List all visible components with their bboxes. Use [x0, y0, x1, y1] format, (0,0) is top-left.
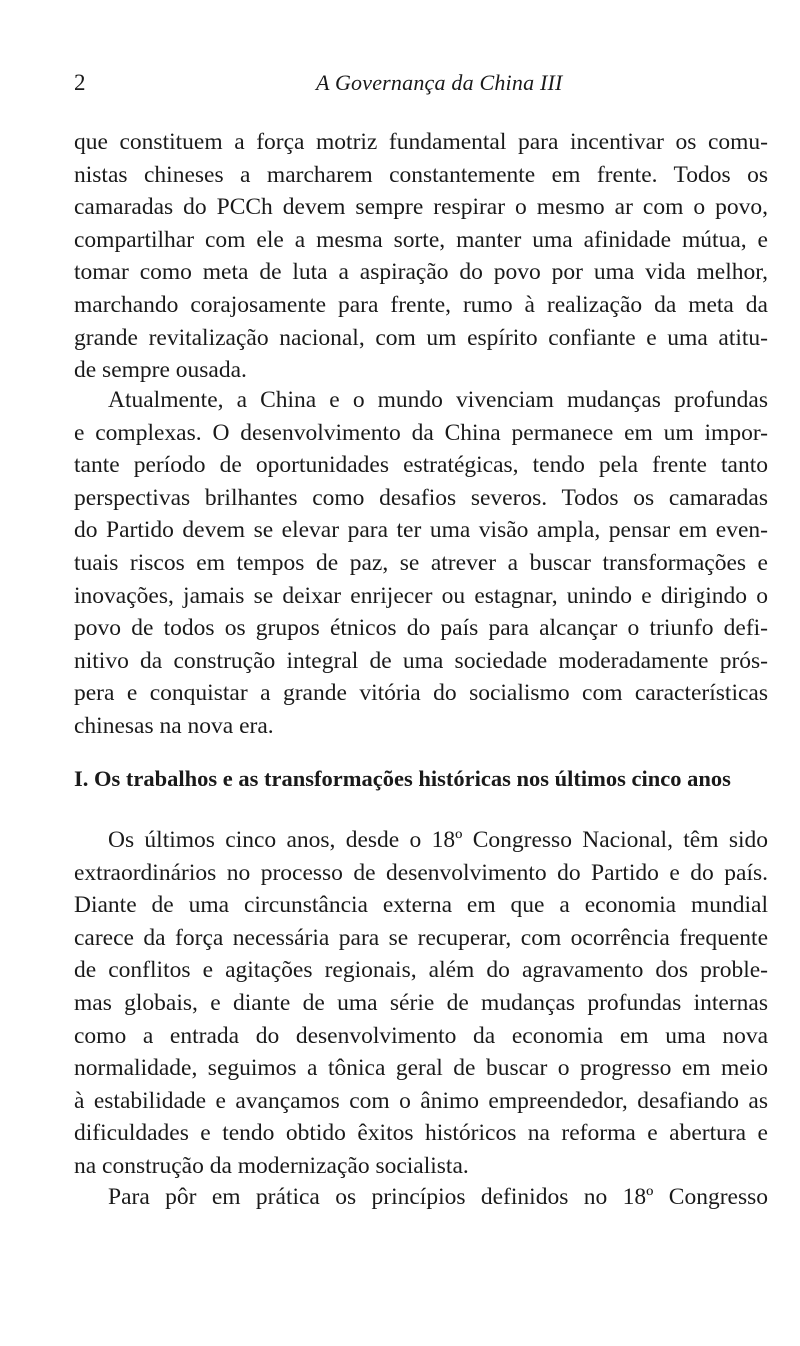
page-header	[74, 70, 760, 100]
text-line: carece da força necessária para se recuperar, com ocorrência frequente	[74, 924, 768, 951]
text-line: compartilhar com ele a mesma sorte, manter uma afinidade mútua, e	[74, 226, 768, 253]
text-line: extraordinários no processo de desenvolvimento do Partido e do país.	[74, 859, 768, 886]
paragraph-4	[74, 1181, 768, 1214]
text-line: camaradas do PCCh devem sempre respirar o mesmo ar com o povo,	[74, 194, 768, 221]
text-line: à estabilidade e avançamos com o ânimo empreendedor, desafiando as	[74, 1087, 768, 1114]
text-line: nitivo da construção integral de uma sociedade moderadamente prós-	[74, 647, 768, 674]
text-line: e complexas. O desenvolvimento da China permanece em um impor-	[74, 419, 768, 446]
section-heading: I. Os trabalhos e as transformações históricas nos últimos cinco anos	[74, 766, 731, 791]
text-line: como a entrada do desenvolvimento da economia em uma nova	[74, 1022, 768, 1049]
text-line: grande revitalização nacional, com um espírito confiante e uma atitu-	[74, 324, 768, 351]
text-line: do Partido devem se elevar para ter uma visão ampla, pensar em even-	[74, 517, 768, 544]
text-line: nistas chineses a marcharem constantemente em frente. Todos os	[74, 161, 768, 188]
text-line: chinesas na nova era.	[74, 712, 274, 739]
text-line: dificuldades e tendo obtido êxitos históricos na reforma e abertura e	[74, 1120, 768, 1147]
text-line: mas globais, e diante de uma série de mudanças profundas internas	[74, 989, 768, 1016]
text-line: de sempre ousada.	[74, 357, 247, 384]
text-line: tomar como meta de luta a aspiração do povo por uma vida melhor,	[74, 259, 768, 286]
paragraph-3	[74, 824, 768, 1183]
text-line: povo de todos os grupos étnicos do país para alcançar o triunfo defi-	[74, 615, 768, 642]
page-number: 2	[74, 70, 86, 95]
text-line: que constituem a força motriz fundamental para incentivar os comu-	[74, 129, 768, 155]
paragraph-1	[74, 126, 768, 387]
text-line: na construção da modernização socialista.	[74, 1152, 469, 1179]
text-line: tuais riscos em tempos de paz, se atrever a buscar transformações e	[74, 549, 768, 576]
text-line: de conflitos e agitações regionais, além do agravamento dos proble-	[74, 957, 768, 984]
text-line: Para pôr em prática os princípios definidos no 18º Congresso	[108, 1184, 768, 1210]
running-title: A Governança da China III	[316, 70, 563, 95]
text-line: normalidade, seguimos a tônica geral de buscar o progresso em meio	[74, 1055, 768, 1082]
text-line: inovações, jamais se deixar enrijecer ou estagnar, unindo e dirigindo o	[74, 582, 768, 609]
paragraph-2	[74, 384, 768, 743]
text-line: perspectivas brilhantes como desafios severos. Todos os camaradas	[74, 484, 768, 511]
text-line: pera e conquistar a grande vitória do socialismo com características	[74, 680, 768, 707]
text-line: Atualmente, a China e o mundo vivenciam mudanças profundas	[108, 387, 768, 413]
text-line: Os últimos cinco anos, desde o 18º Congresso Nacional, têm sido	[108, 827, 768, 853]
text-line: tante período de oportunidades estratégicas, tendo pela frente tanto	[74, 452, 768, 479]
text-line: Diante de uma circunstância externa em que a economia mundial	[74, 892, 768, 919]
text-line: marchando corajosamente para frente, rumo à realização da meta da	[74, 291, 768, 318]
